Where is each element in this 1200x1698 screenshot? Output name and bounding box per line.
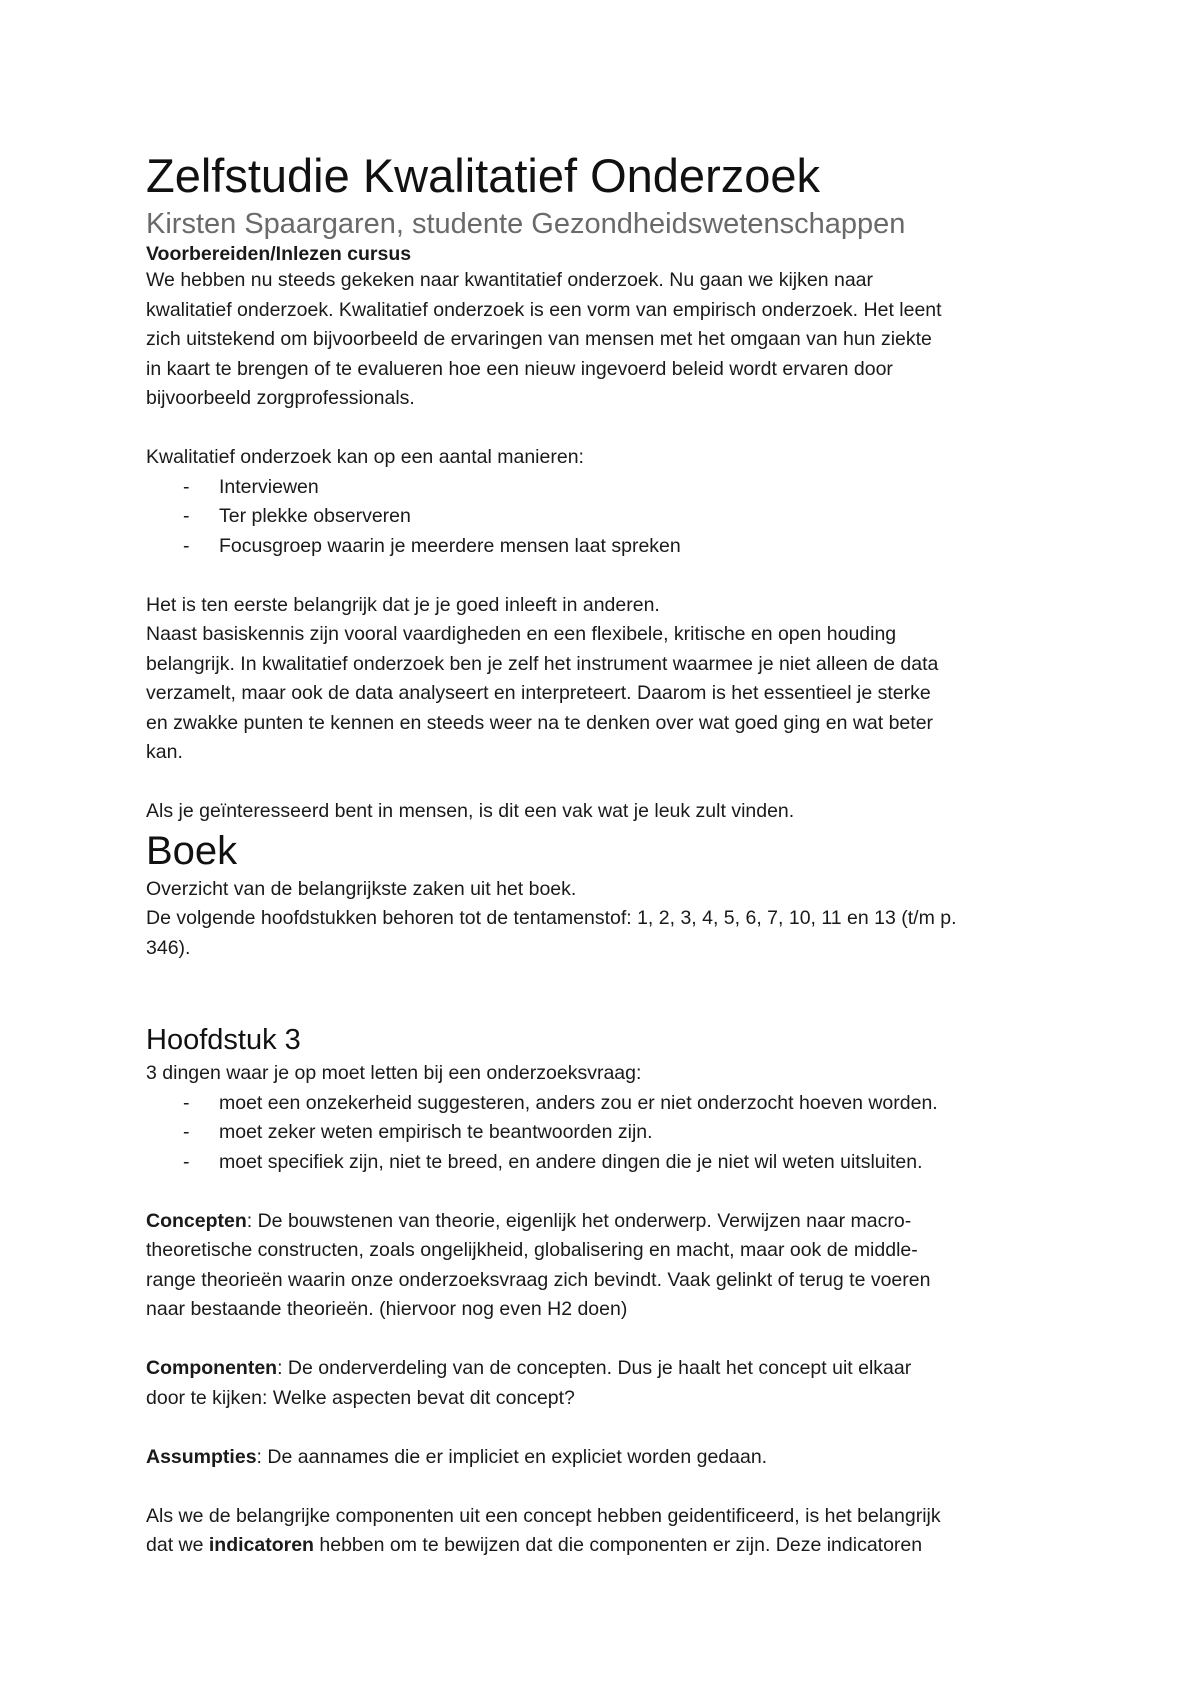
prep-paragraph-1 [146,266,1086,414]
text-line: kan. [146,741,183,763]
spacer [146,963,1086,1021]
list-item: - Focusgroep waarin je meerdere mensen laat spreken [183,534,681,557]
book-heading: Boek [146,828,238,873]
spacer [146,1472,1086,1502]
text-line: 346). [146,936,191,959]
text-line: zich uitstekend om bijvoorbeeld de ervaringen van mensen met het omgaan van hun ziekte [146,328,932,350]
document-subtitle: Kirsten Spaargaren, studente Gezondheidswetenschappen [146,208,906,240]
chapter-3-heading: Hoofdstuk 3 [146,1024,301,1056]
prep-heading: Voorbereiden/Inlezen cursus [146,243,412,265]
indicatoren-paragraph [146,1502,1086,1561]
text-line: naar bestaande theorieën. (hiervoor nog even H2 doen) [146,1298,628,1320]
text-line: Het is ten eerste belangrijk dat je je goed inleeft in anderen. [146,593,660,616]
list-item: - moet een onzekerheid suggesteren, anders zou er niet onderzocht hoeven worden. [183,1091,938,1114]
prep-paragraph-2 [146,591,1086,768]
spacer [146,561,1086,591]
spacer [146,414,1086,444]
text-line: : De bouwstenen van theorie, eigenlijk het onderwerp. Verwijzen naar macro- [246,1209,912,1232]
spacer [146,1413,1086,1443]
assumpties-paragraph [146,1443,1086,1473]
term-componenten: Componenten [146,1357,278,1379]
list-item: - moet zeker weten empirisch te beantwoorden zijn. [183,1121,653,1143]
text-line: We hebben nu steeds gekeken naar kwantitatief onderzoek. Nu gaan we kijken naar [146,269,874,291]
spacer [146,768,1086,798]
document-page [146,146,1086,1561]
prep-paragraph-3: Als je geïnteresseerd bent in mensen, is dit een vak wat je leuk zult vinden. [146,800,795,822]
list-item-text: Focusgroep waarin je meerdere mensen laat spreken [219,534,681,557]
document-title: Zelfstudie Kwalitatief Onderzoek [146,149,820,202]
list-item-text: Interviewen [219,475,319,498]
methods-list [146,473,1086,562]
text-line: : De aannames die er impliciet en expliciet worden gedaan. [256,1445,768,1468]
list-item-text: moet specifiek zijn, niet te breed, en andere dingen die je niet wil weten uitsluiten. [219,1150,923,1173]
research-question-list [146,1089,1086,1178]
text-line: range theorieën waarin onze onderzoeksvraag zich bevindt. Vaak gelinkt of terug te voeren [146,1268,931,1291]
list-item: - moet specifiek zijn, niet te breed, en andere dingen die je niet wil weten uitsluiten. [183,1150,923,1173]
text-line: Als we de belangrijke componenten uit een concept hebben geidentificeerd, is het belangrijk [146,1504,941,1527]
list-item-text: Ter plekke observeren [219,505,411,527]
text-line: Naast basiskennis zijn vooral vaardigheden en een flexibele, kritische en open houding [146,623,897,645]
list-item-text: moet zeker weten empirisch te beantwoorden zijn. [219,1121,653,1143]
text-line: en zwakke punten te kennen en steeds weer na te denken over wat goed ging en wat beter [146,711,934,734]
text-line: hebben om te bewijzen dat die componenten er zijn. Deze indicatoren [313,1534,923,1556]
concepten-paragraph [146,1207,1086,1325]
text-line: verzamelt, maar ook de data analyseert en interpreteert. Daarom is het essentieel je sterke [146,682,931,704]
list-item-text: moet een onzekerheid suggesteren, anders zou er niet onderzocht hoeven worden. [219,1091,938,1114]
text-line: in kaart te brengen of te evalueren hoe een nieuw ingevoerd beleid wordt ervaren door [146,357,893,380]
spacer [146,1325,1086,1355]
text-line: kwalitatief onderzoek. Kwalitatief onderzoek is een vorm van empirisch onderzoek. Het leent [146,298,942,321]
list-item: - Ter plekke observeren [183,505,411,527]
term-concepten: Concepten [146,1209,247,1232]
book-paragraph [146,875,1086,964]
text-line: De volgende hoofdstukken behoren tot de tentamenstof: 1, 2, 3, 4, 5, 6, 7, 10, 11 en 13 (t/m p. [146,907,957,929]
text-line: : De onderverdeling van de concepten. Dus je haalt het concept uit elkaar [277,1357,912,1379]
text-line: belangrijk. In kwalitatief onderzoek ben je zelf het instrument waarmee je niet alleen de data [146,652,939,675]
methods-intro: Kwalitatief onderzoek kan op een aantal manieren: [146,446,584,468]
text-line: Overzicht van de belangrijkste zaken uit het boek. [146,877,577,900]
spacer [146,1177,1086,1207]
term-indicatoren: indicatoren [208,1534,314,1556]
term-assumpties: Assumpties [146,1445,257,1468]
text-line: dat we [146,1534,209,1556]
componenten-paragraph [146,1354,1086,1413]
chapter-3-intro: 3 dingen waar je op moet letten bij een onderzoeksvraag: [146,1062,642,1084]
list-item: - Interviewen [183,475,319,498]
text-line: bijvoorbeeld zorgprofessionals. [146,387,415,409]
text-line: door te kijken: Welke aspecten bevat dit concept? [146,1386,575,1409]
text-line: theoretische constructen, zoals ongelijkheid, globalisering en macht, maar ook de middle- [146,1239,918,1261]
